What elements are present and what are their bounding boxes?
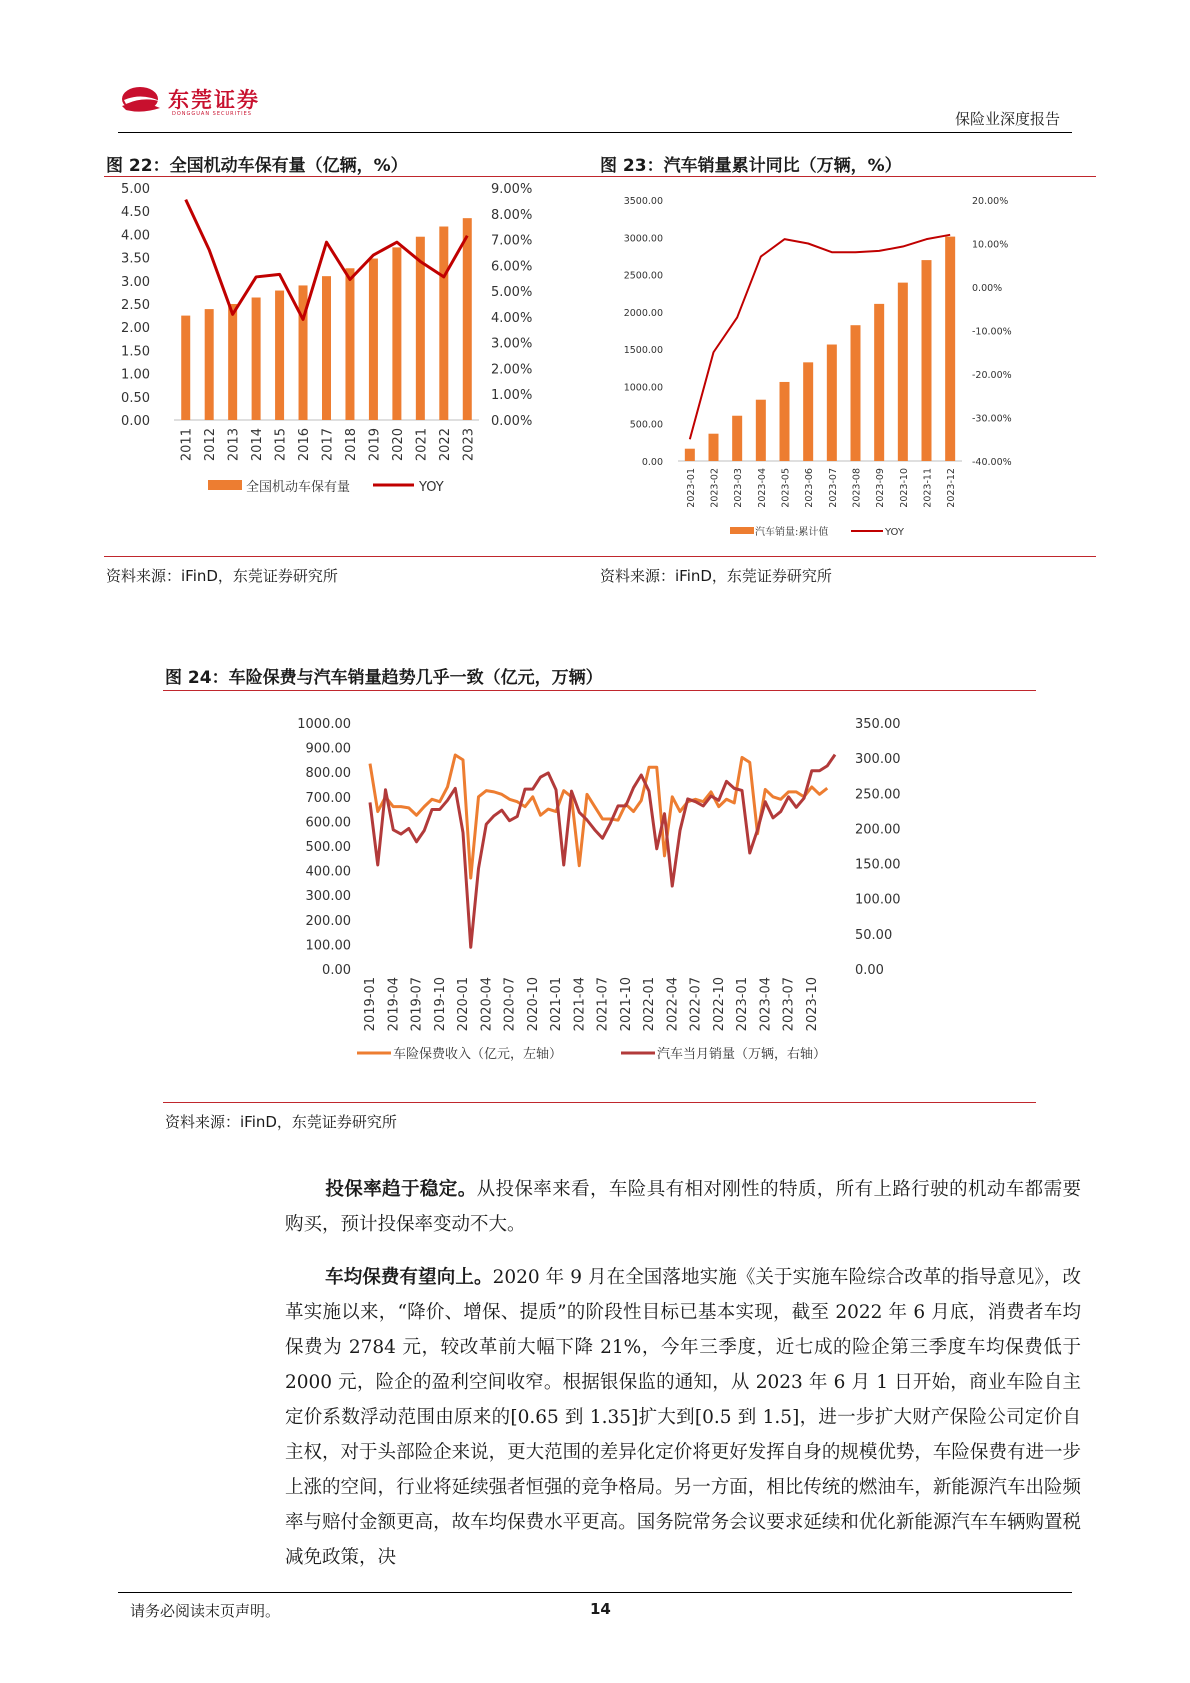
fig23-x-tick-label: 2023-06 bbox=[804, 468, 816, 508]
fig23-bar bbox=[851, 325, 861, 461]
fig24-right-tick-label: 250.00 bbox=[855, 787, 901, 803]
fig22-x-tick-label: 2022 bbox=[437, 428, 453, 462]
fig24-x-tick-label: 2020-07 bbox=[502, 977, 518, 1032]
fig23-left-tick-label: 0.00 bbox=[641, 457, 663, 468]
fig23-x-tick-label: 2023-11 bbox=[922, 468, 934, 508]
report-type: 保险业深度报告 bbox=[955, 110, 1061, 128]
fig23-x-tick-label: 2023-12 bbox=[946, 468, 958, 508]
fig22-right-tick-label: 6.00% bbox=[491, 259, 533, 275]
fig23-title: 图 23：汽车销量累计同比（万辆，%） bbox=[600, 156, 902, 176]
fig22-source: 资料来源：iFinD，东莞证券研究所 bbox=[106, 567, 338, 585]
fig24-left-tick-label: 200.00 bbox=[305, 913, 351, 929]
fig22-right-tick-label: 5.00% bbox=[491, 285, 533, 301]
fig24-x-tick-label: 2022-04 bbox=[665, 977, 681, 1032]
fig24-title: 图 24：车险保费与汽车销量趋势几乎一致（亿元，万辆） bbox=[165, 668, 603, 688]
fig22-right-tick-label: 1.00% bbox=[491, 388, 533, 404]
fig24-x-tick-label: 2019-07 bbox=[409, 977, 425, 1032]
fig22-bar bbox=[392, 247, 401, 420]
footer-rule bbox=[118, 1592, 1072, 1593]
fig23-bar bbox=[780, 382, 790, 461]
fig24-right-tick-label: 300.00 bbox=[855, 752, 901, 768]
fig22-x-tick-label: 2015 bbox=[273, 428, 289, 462]
fig24-left-tick-label: 900.00 bbox=[305, 741, 351, 757]
fig24-right-tick-label: 50.00 bbox=[855, 927, 893, 943]
fig22-right-tick-label: 9.00% bbox=[491, 182, 533, 197]
fig24-left-tick-label: 300.00 bbox=[305, 889, 351, 905]
fig22-left-tick-label: 3.00 bbox=[121, 274, 150, 290]
fig22-left-tick-label: 4.50 bbox=[121, 205, 150, 221]
fig24-x-tick-label: 2023-10 bbox=[804, 977, 820, 1032]
fig23-right-tick-label: -20.00% bbox=[972, 370, 1012, 381]
fig22-x-tick-label: 2019 bbox=[367, 428, 383, 462]
fig22-legend-bar-label: 全国机动车保有量 bbox=[246, 480, 351, 495]
fig24-right-tick-label: 350.00 bbox=[855, 717, 901, 732]
fig24-legend-premium-label: 车险保费收入（亿元，左轴） bbox=[393, 1047, 563, 1062]
fig22-x-tick-label: 2012 bbox=[203, 428, 219, 462]
fig24-x-tick-label: 2019-04 bbox=[386, 977, 402, 1032]
fig22-left-tick-label: 5.00 bbox=[121, 182, 150, 197]
fig22-bar bbox=[345, 268, 354, 420]
fig24-left-tick-label: 0.00 bbox=[322, 963, 351, 978]
fig23-x-tick-label: 2023-07 bbox=[827, 468, 839, 508]
fig22-right-tick-label: 3.00% bbox=[491, 336, 533, 352]
fig23-bar bbox=[827, 345, 837, 461]
fig22-bar bbox=[322, 276, 331, 420]
fig22-right-tick-label: 8.00% bbox=[491, 207, 533, 223]
fig24-x-tick-label: 2021-07 bbox=[595, 977, 611, 1032]
fig24-title-rule bbox=[163, 690, 1036, 691]
fig22-bar bbox=[181, 316, 190, 420]
fig23-title-rule bbox=[598, 176, 1096, 177]
fig24-left-tick-label: 800.00 bbox=[305, 766, 351, 782]
paragraph-average-premium bbox=[285, 1260, 1081, 1575]
p2-text: 2020 年 9 月在全国落地实施《关于实施车险综合改革的指导意见》，改革实施以来，“降价、增保、提质”的阶段性目标已基本实现，截至 2022 年 6 月底，消费者车均保费为 2784 元，较改革前大幅下降 21%，今年三季度，近七成的险企第三季度车均保费低于 2000 元，险企的盈利空间收窄。根据银保监的通知，从 2023 年 6 月 1 日开始，商业车险自主定价系数浮动范围由原来的[0.65 到 1.35]扩大到[0.5 到 1.5]，进一步扩大财产保险公司定价自主权，对于头部险企来说，更大范围的差异化定价将更好发挥自身的规模优势，车险保费有进一步上涨的空间，行业将延续强者恒强的竞争格局。另一方面，相比传统的燃油车，新能源汽车出险频率与赔付金额更高，故车均保费水平更高。国务院常务会议要求延续和优化新能源汽车车辆购置税减免政策，决 bbox=[285, 1267, 1081, 1568]
fig22-right-tick-label: 2.00% bbox=[491, 362, 533, 378]
fig24-x-tick-label: 2022-07 bbox=[688, 977, 704, 1032]
fig23-bar bbox=[874, 304, 884, 461]
fig23-bar bbox=[803, 362, 813, 461]
fig23-bar bbox=[685, 449, 695, 461]
fig23-bar bbox=[945, 237, 955, 461]
fig24-right-tick-label: 0.00 bbox=[855, 963, 884, 978]
fig22-left-tick-label: 2.00 bbox=[121, 321, 150, 337]
fig22-x-tick-label: 2023 bbox=[461, 428, 477, 462]
fig22-bar bbox=[463, 218, 472, 420]
fig24-left-tick-label: 1000.00 bbox=[297, 717, 351, 732]
paragraph-coverage-rate bbox=[285, 1172, 1081, 1242]
fig22-right-tick-label: 7.00% bbox=[491, 233, 533, 249]
fig23-bar bbox=[709, 434, 719, 461]
fig23-bottom-rule bbox=[598, 556, 1096, 557]
fig23-chart bbox=[598, 180, 1096, 555]
fig24-legend-sales-label: 汽车当月销量（万辆，右轴） bbox=[657, 1047, 827, 1062]
fig24-x-tick-label: 2023-01 bbox=[735, 977, 750, 1032]
fig24-sales-line bbox=[370, 755, 835, 948]
fig22-x-tick-label: 2016 bbox=[297, 428, 313, 462]
fig24-chart bbox=[165, 700, 1035, 1100]
fig22-legend-bar-swatch bbox=[208, 480, 242, 490]
fig22-bar bbox=[205, 309, 214, 420]
fig24-x-tick-label: 2020-10 bbox=[525, 977, 541, 1032]
fig24-bottom-rule bbox=[163, 1102, 1036, 1103]
fig24-right-tick-label: 100.00 bbox=[855, 892, 901, 908]
fig24-x-tick-label: 2021-04 bbox=[572, 977, 588, 1032]
fig24-left-tick-label: 400.00 bbox=[305, 864, 351, 880]
fig22-right-tick-label: 4.00% bbox=[491, 310, 533, 326]
fig22-left-tick-label: 4.00 bbox=[121, 228, 150, 244]
fig22-left-tick-label: 0.50 bbox=[121, 390, 150, 406]
fig22-left-tick-label: 2.50 bbox=[121, 298, 150, 313]
fig24-x-tick-label: 2021-10 bbox=[618, 977, 634, 1032]
fig23-x-tick-label: 2023-03 bbox=[733, 468, 745, 508]
fig24-left-tick-label: 700.00 bbox=[305, 790, 351, 806]
fig24-left-tick-label: 500.00 bbox=[305, 840, 351, 855]
fig23-x-tick-label: 2023-09 bbox=[875, 468, 887, 508]
fig24-left-tick-label: 100.00 bbox=[305, 938, 351, 954]
fig22-x-tick-label: 2011 bbox=[179, 428, 195, 462]
fig23-bar bbox=[756, 400, 766, 461]
fig22-bar bbox=[252, 298, 261, 420]
fig24-x-tick-label: 2019-01 bbox=[363, 977, 378, 1032]
fig23-x-tick-label: 2023-08 bbox=[851, 468, 863, 508]
company-logo bbox=[120, 82, 310, 122]
fig22-title: 图 22：全国机动车保有量（亿辆，%） bbox=[106, 156, 408, 176]
fig23-x-tick-label: 2023-02 bbox=[709, 468, 721, 508]
fig23-left-tick-label: 2000.00 bbox=[623, 307, 663, 319]
fig22-bar bbox=[439, 227, 448, 420]
fig22-right-tick-label: 0.00% bbox=[491, 414, 533, 429]
fig23-x-tick-label: 2023-10 bbox=[898, 468, 910, 508]
fig23-right-tick-label: 10.00% bbox=[972, 239, 1009, 251]
fig23-left-tick-label: 3000.00 bbox=[623, 233, 663, 245]
fig22-bar bbox=[275, 291, 284, 420]
fig23-x-tick-label: 2023-05 bbox=[780, 468, 792, 508]
fig22-legend-line-label: YOY bbox=[419, 480, 444, 495]
fig23-bar bbox=[732, 416, 742, 461]
fig24-premium-line bbox=[370, 755, 827, 878]
p2-lead: 车均保费有望向上。 bbox=[325, 1267, 493, 1288]
p1-text: 从投保率来看，车险具有相对刚性的特质，所有上路行驶的机动车都需要购买，预计投保率变动不大。 bbox=[285, 1179, 1081, 1235]
fig23-right-tick-label: -30.00% bbox=[972, 413, 1012, 425]
fig23-right-tick-label: 20.00% bbox=[972, 196, 1009, 207]
fig23-left-tick-label: 500.00 bbox=[629, 419, 663, 431]
fig23-legend-line-label: YOY bbox=[885, 527, 904, 538]
fig23-legend-bar-label: 汽车销量:累计值 bbox=[755, 527, 829, 538]
fig23-legend-bar-swatch bbox=[730, 527, 754, 534]
fig22-x-tick-label: 2018 bbox=[343, 428, 359, 462]
fig23-right-tick-label: -40.00% bbox=[972, 457, 1012, 468]
fig23-left-tick-label: 1000.00 bbox=[623, 382, 663, 394]
fig22-x-tick-label: 2014 bbox=[250, 428, 266, 462]
fig23-left-tick-label: 3500.00 bbox=[623, 196, 663, 207]
fig24-left-tick-label: 600.00 bbox=[305, 815, 351, 831]
fig22-title-rule bbox=[104, 176, 600, 177]
fig22-x-tick-label: 2020 bbox=[390, 428, 406, 462]
fig23-source: 资料来源：iFinD，东莞证券研究所 bbox=[600, 567, 832, 585]
fig22-bottom-rule bbox=[104, 556, 600, 557]
fig23-yoy-line bbox=[690, 235, 950, 439]
fig24-x-tick-label: 2022-10 bbox=[711, 977, 727, 1032]
footer-disclaimer: 请务必阅读末页声明。 bbox=[130, 1602, 281, 1620]
fig22-x-tick-label: 2017 bbox=[320, 428, 336, 462]
fig23-left-tick-label: 1500.00 bbox=[623, 345, 663, 357]
page-number: 14 bbox=[590, 1600, 611, 1618]
fig24-x-tick-label: 2021-01 bbox=[549, 977, 564, 1032]
fig24-x-tick-label: 2023-07 bbox=[781, 977, 797, 1032]
fig24-x-tick-label: 2023-04 bbox=[758, 977, 774, 1032]
fig22-bar bbox=[228, 304, 237, 420]
fig24-right-tick-label: 150.00 bbox=[855, 857, 901, 873]
header-rule bbox=[118, 132, 1072, 133]
fig24-source: 资料来源：iFinD，东莞证券研究所 bbox=[165, 1113, 397, 1131]
fig23-bar bbox=[898, 283, 908, 461]
logo-en-text: DONGGUAN SECURITIES bbox=[172, 111, 252, 117]
fig22-left-tick-label: 1.00 bbox=[121, 367, 150, 383]
fig22-x-tick-label: 2013 bbox=[226, 428, 242, 462]
fig23-x-tick-label: 2023-01 bbox=[685, 468, 697, 508]
fig23-left-tick-label: 2500.00 bbox=[623, 270, 663, 282]
p1-lead: 投保率趋于稳定。 bbox=[325, 1179, 477, 1200]
fig24-x-tick-label: 2020-01 bbox=[456, 977, 471, 1032]
fig22-left-tick-label: 0.00 bbox=[121, 414, 150, 429]
fig23-right-tick-label: 0.00% bbox=[972, 283, 1003, 294]
fig22-left-tick-label: 3.50 bbox=[121, 251, 150, 267]
logo-emblem-icon bbox=[120, 84, 164, 118]
fig23-right-tick-label: -10.00% bbox=[972, 326, 1012, 338]
fig22-chart bbox=[104, 180, 604, 555]
fig24-x-tick-label: 2022-01 bbox=[642, 977, 657, 1032]
fig22-bar bbox=[369, 259, 378, 420]
fig23-bar bbox=[922, 260, 932, 461]
fig23-x-tick-label: 2023-04 bbox=[756, 468, 768, 508]
fig22-left-tick-label: 1.50 bbox=[121, 344, 150, 360]
fig24-right-tick-label: 200.00 bbox=[855, 822, 901, 838]
fig24-x-tick-label: 2020-04 bbox=[479, 977, 495, 1032]
logo-cn-text: 东莞证券 bbox=[168, 87, 260, 112]
fig24-x-tick-label: 2019-10 bbox=[432, 977, 448, 1032]
fig22-x-tick-label: 2021 bbox=[414, 428, 430, 462]
